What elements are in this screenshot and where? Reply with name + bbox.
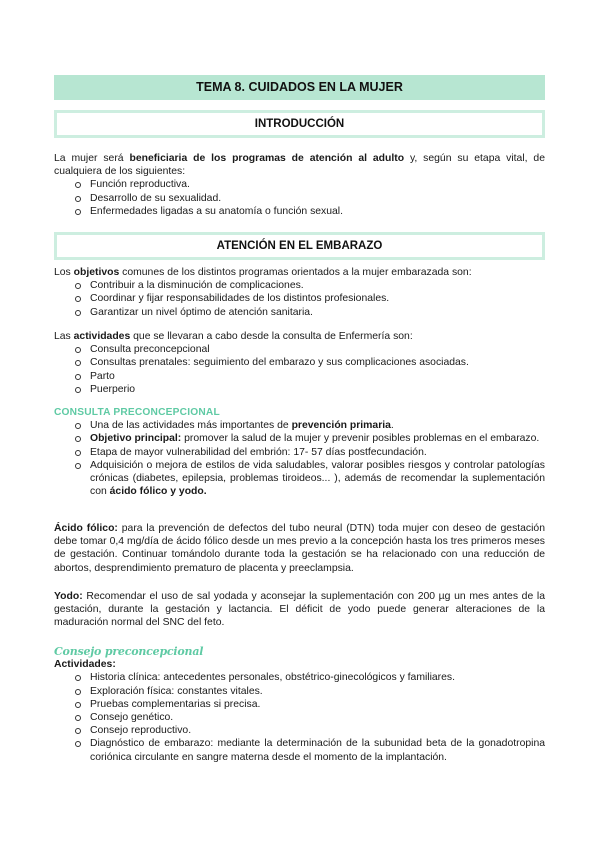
list-item: Pruebas complementarias si precisa. (54, 698, 545, 711)
objetivos-paragraph: Los objetivos comunes de los distintos programas orientados a la mujer embarazada son: (54, 267, 472, 278)
list-item: Función reproductiva. (54, 178, 545, 191)
actividades-list (54, 343, 545, 396)
consejo-list (54, 671, 545, 763)
list-item: Consultas prenatales: seguimiento del embarazo y sus complicaciones asociadas. (54, 356, 545, 369)
list-item: Desarrollo de su sexualidad. (54, 192, 545, 205)
actividades-paragraph: Las actividades que se llevaran a cabo desde la consulta de Enfermería son: (54, 331, 413, 342)
consulta-heading: CONSULTA PRECONCEPCIONAL (54, 407, 220, 418)
intro-paragraph: La mujer será beneficiaria de los programas de atención al adulto y, según su etapa vital, de cualquiera de los siguientes: (54, 153, 545, 178)
list-item: Etapa de mayor vulnerabilidad del embrión: 17- 57 días postfecundación. (54, 446, 545, 459)
consulta-preconcepcional-section (54, 406, 545, 498)
section-heading-embarazo: ATENCIÓN EN EL EMBARAZO (54, 232, 545, 260)
page-title: TEMA 8. CUIDADOS EN LA MUJER (54, 75, 545, 100)
actividades-subheading: Actividades: (54, 659, 116, 671)
objetivos-section (54, 266, 545, 319)
list-item: Adquisición o mejora de estilos de vida saludables, valorar posibles riesgos y controlar patologías crónicas (diabetes, epilepsia, problemas tiroideos... ), además de recomendar la suplementación con ácido fólico y yodo. (54, 459, 545, 499)
list-item: Consulta preconcepcional (54, 343, 545, 356)
list-item: Parto (54, 370, 545, 383)
list-item: Diagnóstico de embarazo: mediante la determinación de la subunidad beta de la gonadotropina coriónica circulante en sangre materna desde el momento de la implantación. (54, 737, 545, 763)
list-item: Contribuir a la disminución de complicaciones. (54, 279, 545, 292)
consejo-heading: Consejo preconcepcional (54, 645, 204, 658)
intro-list (54, 178, 545, 218)
list-item: Coordinar y fijar responsabilidades de los distintos profesionales. (54, 292, 545, 305)
list-item: Exploración física: constantes vitales. (54, 685, 545, 698)
consejo-preconcepcional-section (54, 645, 545, 764)
list-item: Enfermedades ligadas a su anatomía o función sexual. (54, 205, 545, 218)
list-item: Objetivo principal: promover la salud de la mujer y prevenir posibles problemas en el embarazo. (54, 432, 545, 445)
objetivos-list (54, 279, 545, 319)
list-item: Una de las actividades más importantes de prevención primaria. (54, 419, 545, 432)
intro-section (54, 152, 545, 218)
acido-folico-paragraph: Ácido fólico: para la prevención de defectos del tubo neural (DTN) toda mujer con deseo de gestación debe tomar 0,4 mg/día de ácido fólico desde un mes previo a la concepción hasta los tres primeros meses de gestación. Continuar tomándolo durante toda la gestación se ha relacionado con una reducción de abortos, desprendimiento prematuro de placenta y preeclampsia. (54, 523, 545, 574)
list-item: Consejo genético. (54, 711, 545, 724)
list-item: Historia clínica: antecedentes personales, obstétrico-ginecológicos y familiares. (54, 671, 545, 684)
list-item: Garantizar un nivel óptimo de atención sanitaria. (54, 306, 545, 319)
consulta-list (54, 419, 545, 498)
list-item: Consejo reproductivo. (54, 724, 545, 737)
list-item: Puerperio (54, 383, 545, 396)
actividades-section (54, 330, 545, 396)
section-heading-introduccion: INTRODUCCIÓN (54, 110, 545, 138)
yodo-paragraph: Yodo: Recomendar el uso de sal yodada y aconsejar la suplementación con 200 µg un mes antes de la gestación, durante la gestación y lactancia. El déficit de yodo puede generar alteraciones de la maduración normal del SNC del feto. (54, 591, 545, 629)
